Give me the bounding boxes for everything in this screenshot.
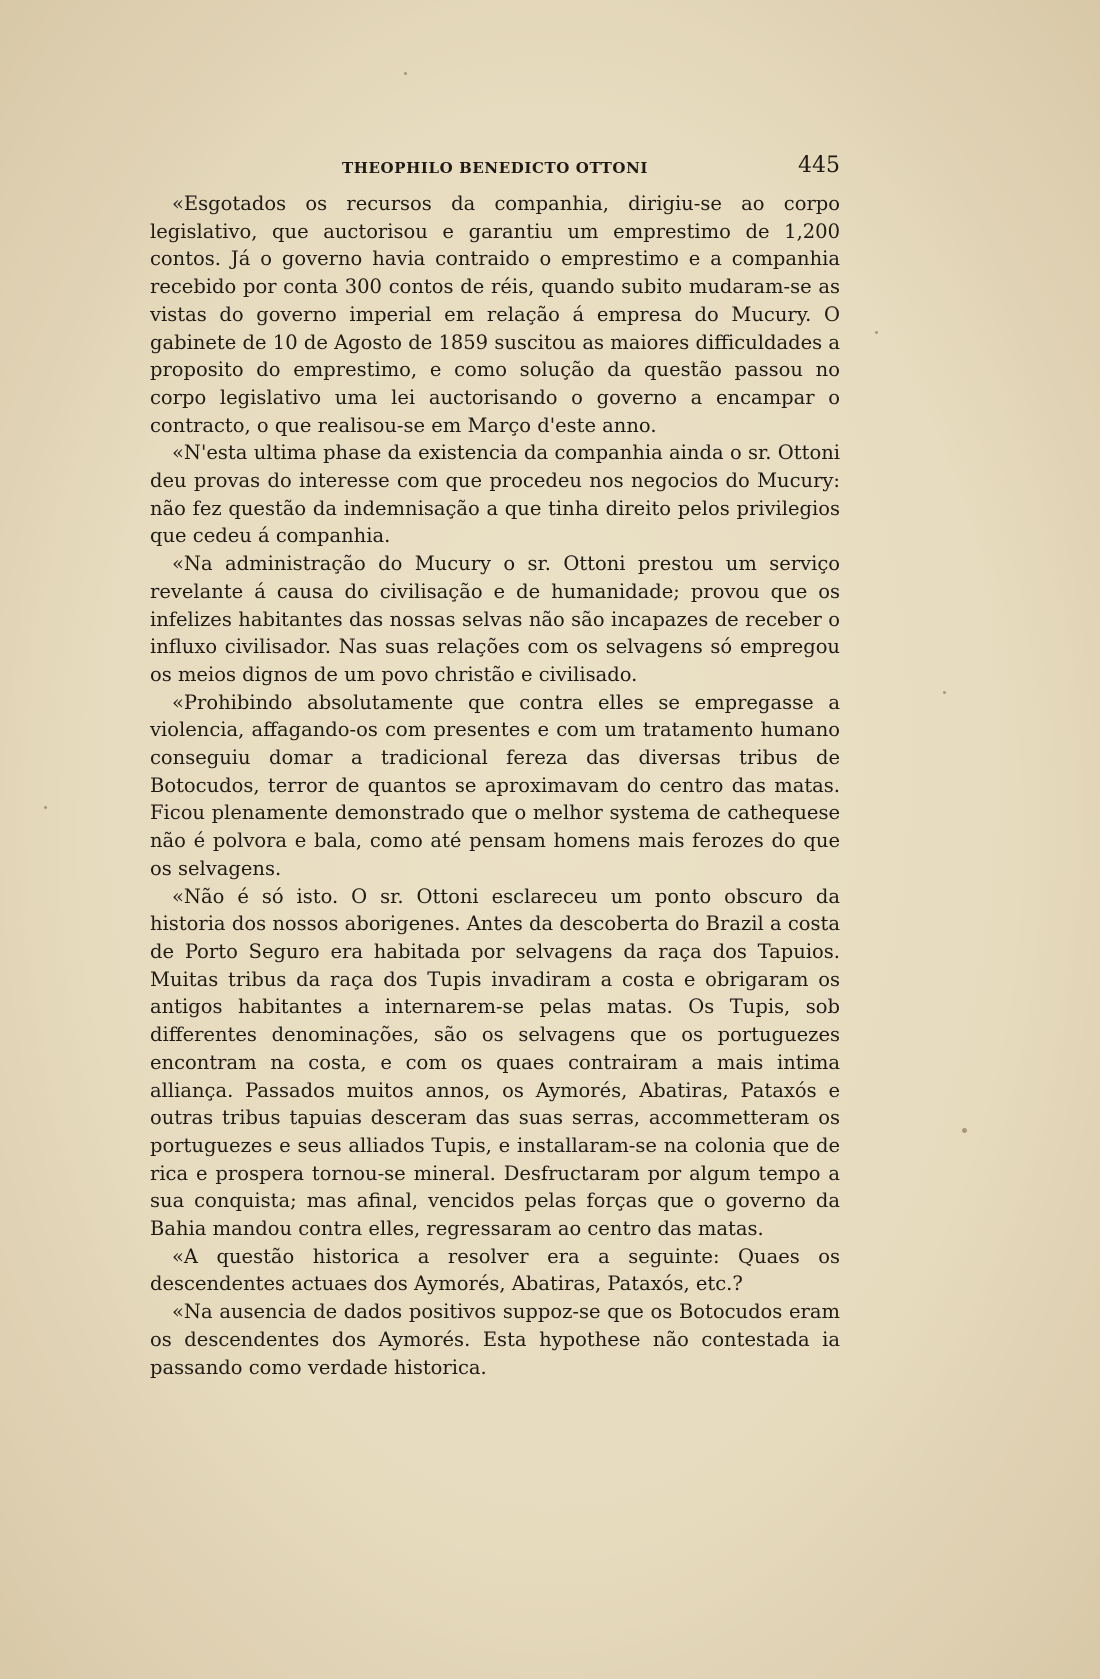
paragraph: «Na ausencia de dados positivos suppoz-se que os Botocudos eram os descendentes dos Aymorés. Esta hypothese não contestada ia passando como verdade historica. [150, 1300, 840, 1379]
paragraph: «Prohibindo absolutamente que contra elles se empregasse a violencia, affagando-os com presentes e com um tratamento humano conseguiu domar a tradicional fereza das diversas tribus de Botocudos, terror de quantos se aproximavam do centro das matas. Ficou plenamente demonstrado que o melhor systema de cathequese não é polvora e bala, como até pensam homens mais ferozes do que os selvagens. [150, 690, 840, 880]
paragraph: «N'esta ultima phase da existencia da companhia ainda o sr. Ottoni deu provas do interesse com que procedeu nos negocios do Mucury: não fez questão da indemnisação a que tinha direito pelos privilegios que cedeu á companhia. [150, 441, 840, 548]
running-head: THEOPHILO BENEDICTO OTTONI [341, 159, 649, 177]
page-number: 445 [798, 153, 840, 178]
paragraph: «Esgotados os recursos da companhia, dirigiu-se ao corpo legislativo, que auctorisou e garantiu um emprestimo de 1,200 contos. Já o governo havia contraido o emprestimo e a companhia recebido por conta 300 contos de réis, quando subito mudaram-se as vistas do governo imperial em relação á empresa do Mucury. O gabinete de 10 de Agosto de 1859 suscitou as maiores difficuldades a proposito do emprestimo, e como solução da questão passou no corpo legislativo uma lei auctorisando o governo a encampar o contracto, o que realisou-se em Março d'este anno. [150, 192, 840, 437]
paper-speck [404, 72, 407, 75]
paragraph: «Não é só isto. O sr. Ottoni esclareceu um ponto obscuro da historia dos nossos aborigenes. Antes da descoberta do Brazil a costa de Porto Seguro era habitada por selvagens da raça dos Tapuios. Muitas tribus da raça dos Tupis invadiram a costa e obrigaram os antigos habitantes a internarem-se pelas matas. Os Tupis, sob differentes denominações, são os selvagens que os portuguezes encontram na costa, e com os quaes contrairam a mais intima alliança. Passados muitos annos, os Aymorés, Abatiras, Pataxós e outras tribus tapuias desceram das suas serras, accommetteram os portuguezes e seus alliados Tupis, e installaram-se na colonia que de rica e prospera tornou-se mineral. Desfructaram por algum tempo a sua conquista; mas afinal, vencidos pelas forças que o governo da Bahia mandou contra elles, regressaram ao centro das matas. [150, 884, 840, 1241]
paragraph: «A questão historica a resolver era a seguinte: Quaes os descendentes actuaes dos Aymorés, Abatiras, Pataxós, etc.? [150, 1244, 840, 1296]
body-text [150, 190, 840, 1381]
paper-speck [962, 1128, 967, 1133]
paragraph: «Na administração do Mucury o sr. Ottoni prestou um serviço revelante á causa do civilisação e de humanidade; provou que os infelizes habitantes das nossas selvas não são incapazes de receber o influxo civilisador. Nas suas relações com os selvagens só empregou os meios dignos de um povo christão e civilisado. [150, 552, 840, 686]
paper-speck [44, 806, 47, 809]
paper-speck [943, 691, 946, 694]
page-header [150, 153, 840, 183]
paper-speck [875, 331, 878, 334]
